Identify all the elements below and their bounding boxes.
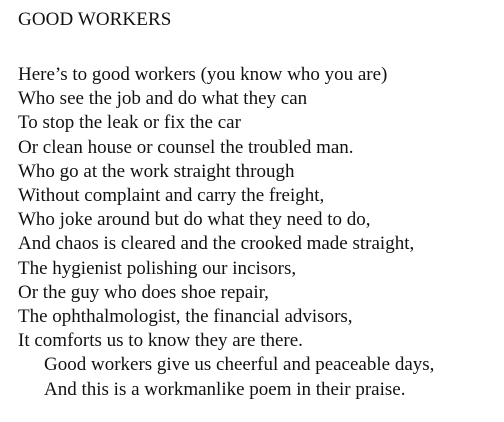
poem-line: Who see the job and do what they can — [18, 88, 308, 110]
poem-couplet-line: And this is a workmanlike poem in their praise. — [44, 378, 406, 400]
poem-line: Without complaint and carry the freight, — [18, 185, 325, 207]
poem-couplet-line: Good workers give us cheerful and peaceable days, — [44, 354, 435, 376]
poem-line: Here’s to good workers (you know who you are) — [18, 64, 388, 85]
poem-line: Who go at the work straight through — [18, 160, 295, 182]
poem-line: And chaos is cleared and the crooked made straight, — [18, 233, 415, 255]
poem-line: The ophthalmologist, the financial advisors, — [18, 306, 353, 328]
poem-line: Or the guy who does shoe repair, — [18, 281, 269, 303]
poem-line: To stop the leak or fix the car — [18, 112, 241, 134]
poem-line: It comforts us to know they are there. — [18, 330, 303, 352]
poem-line: Or clean house or counsel the troubled man. — [18, 136, 354, 158]
poem-line: The hygienist polishing our incisors, — [18, 257, 297, 279]
poem-line: Who joke around but do what they need to do, — [18, 209, 371, 231]
poem-title: GOOD WORKERS — [18, 9, 172, 30]
poem-body — [18, 63, 498, 402]
